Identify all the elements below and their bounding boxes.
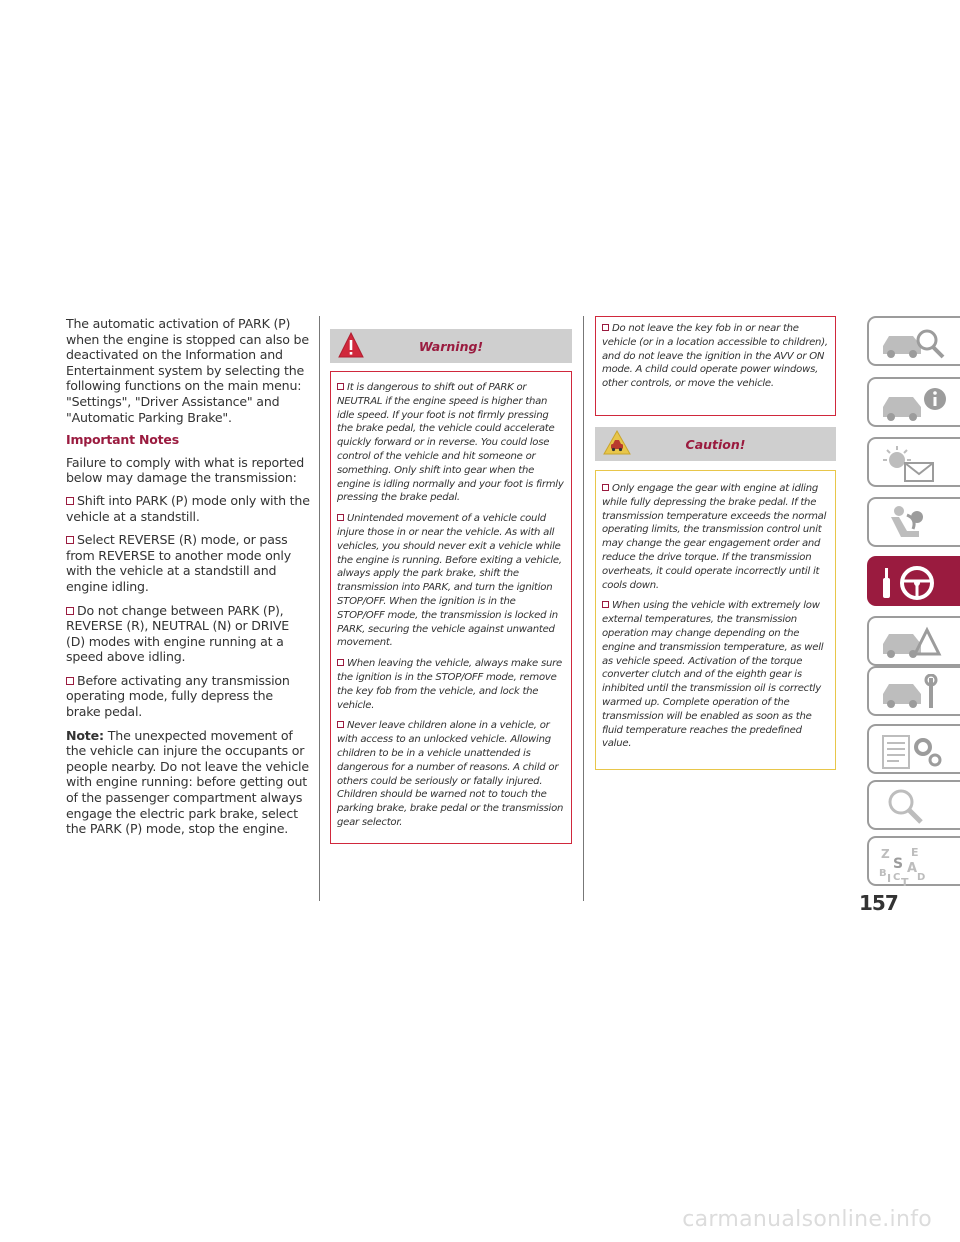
warning-header [330,329,572,363]
caution-car-icon [603,430,631,456]
index-letter-c: C [893,872,901,883]
tab-warning-lights[interactable] [867,437,960,487]
car-info-icon [877,385,957,423]
caution-title: Caution! [685,436,746,452]
caution-item: When using the vehicle with extremely low external temperatures, the transmission operation may change depending on the engine and transmission temperature, as well as vehicle speed. Activation of the torque converter clutch and of the eighth gear is inhibited until the transmission oil is correctly warmed up. Complete operation of the transmission will be enabled as soon as the fluid temperature reaches the predefined value. [602,600,824,750]
car-emergency-icon [877,624,957,662]
checkbox-bullet-icon [66,497,74,505]
tab-emergency[interactable] [867,616,960,666]
warning-item: Unintended movement of a vehicle could injure those in or near the vehicle. As with all vehicles, you should never exit a vehicle while the engine is running. Before exiting a vehicle, always apply the park brake, shift the transmission into PARK, and turn the ignition STOP/OFF. When the ignition is in the STOP/OFF mode, the transmission is locked in PARK, securing the vehicle against unwanted movement. [337,513,562,649]
important-notes-heading: Important Notes [66,432,179,448]
page-number: 157 [859,891,898,915]
intro-paragraph: The automatic activation of PARK (P) when the engine is stopped can also be deactivated on the Information and Entertainment system by selecting the following functions on the main menu: "Settings", "Driver Assistance" and "Automatic Parking Brake". [66,316,309,425]
tab-car-search[interactable] [867,316,960,366]
tab-specs[interactable] [867,724,960,774]
warning-item: Never leave children alone in a vehicle, or with access to an unlocked vehicle. Allowing children to be in a vehicle unattended is dangerous for a number of reasons. A child or others could be seriously or fatally injured. Children should be warned not to touch the parking brake, brake pedal or the transmission gear selector. [337,720,564,828]
warning-title: Warning! [418,338,484,354]
checkbox-bullet-icon [337,383,344,390]
caution-item: Only engage the gear with engine at idling while fully depressing the brake pedal. If the transmission temperature exceeds the normal operating limits, the transmission control unit may change the gear engagement order and reduce the drive torque. If the transmission overheats, it could operate incorrectly until it cools down. [602,483,827,591]
caution-header [595,427,836,461]
tab-seat-airbag[interactable] [867,497,960,547]
footer-watermark: carmanualsonline.info [682,1207,932,1232]
car-service-icon [877,674,957,712]
warning-continued-body [595,316,836,416]
checkbox-bullet-icon [337,659,344,666]
warning-item: It is dangerous to shift out of PARK or NEUTRAL if the engine speed is higher than idle speed. If your foot is not firmly pressing the brake pedal, the vehicle could accelerate quickly forward or in reverse. You could lose control of the vehicle and hit someone or something. Only shift into gear when the engine is idling normally and your foot is firmly pressing the brake pedal. [337,382,564,504]
checkbox-bullet-icon [66,677,74,685]
tab-car-info[interactable] [867,377,960,427]
index-letter-d: D [917,872,926,883]
checkbox-bullet-icon [337,721,344,728]
checkbox-bullet-icon [602,484,609,491]
column-divider [319,316,320,901]
checkbox-bullet-icon [66,536,74,544]
left-column [66,316,310,844]
tab-starting-driving[interactable] [867,556,960,606]
tab-service[interactable] [867,666,960,716]
index-letter-a: A [907,861,918,876]
specs-gear-icon [877,732,957,770]
warning-item: Do not leave the key fob in or near the vehicle (or in a location accessible to children), and do not leave the ignition in the AVV or ON mode. A child could operate power windows, other controls, or move the vehicle. [602,323,828,390]
index-letter-s: S [893,856,904,872]
bullet-item: Shift into PARK (P) mode only with the vehicle at a standstill. [66,492,310,524]
search-icon [877,788,957,826]
bullet-item: Do not change between PARK (P), REVERSE (R), NEUTRAL (N) or DRIVE (D) modes with engine running at a speed above idling. [66,602,290,665]
index-letter-z: Z [881,847,890,861]
seat-airbag-icon [877,505,957,543]
note-text: The unexpected movement of the vehicle can injure the occupants or people nearby. Do not leave the vehicle with engine running: before getting out of the passenger compartment always engage the electric park brake, select the PARK (P) mode, stop the engine. [66,727,309,837]
caution-body [595,470,836,770]
steering-key-icon [877,564,957,602]
car-search-icon [877,324,957,362]
warning-item: When leaving the vehicle, always make sure the ignition is in the STOP/OFF mode, remove the key fob from the vehicle, and lock the vehicle. [337,658,562,711]
checkbox-bullet-icon [602,324,609,331]
warning-triangle-icon [338,332,364,359]
alphabet-index-icon [877,844,957,886]
bullet-item: Select REVERSE (R) mode, or pass from REVERSE to another mode only with the vehicle at a standstill and engine idling. [66,532,291,594]
warning-body [330,371,572,844]
tab-search[interactable] [867,780,960,830]
checkbox-bullet-icon [602,601,609,608]
column-divider [583,316,584,901]
note-paragraph [66,728,310,837]
note-label: Note: [66,727,104,743]
index-letter-b: B [879,868,887,879]
checkbox-bullet-icon [66,607,74,615]
index-letter-i: I [887,872,892,885]
warning-lights-icon [877,445,957,483]
index-letter-t: T [901,876,909,886]
index-letter-e: E [911,846,919,859]
checkbox-bullet-icon [337,514,344,521]
tab-index[interactable] [867,836,960,886]
lead-paragraph: Failure to comply with what is reported below may damage the transmission: [66,454,305,486]
bullet-item: Before activating any transmission operating mode, fully depress the brake pedal. [66,672,290,720]
